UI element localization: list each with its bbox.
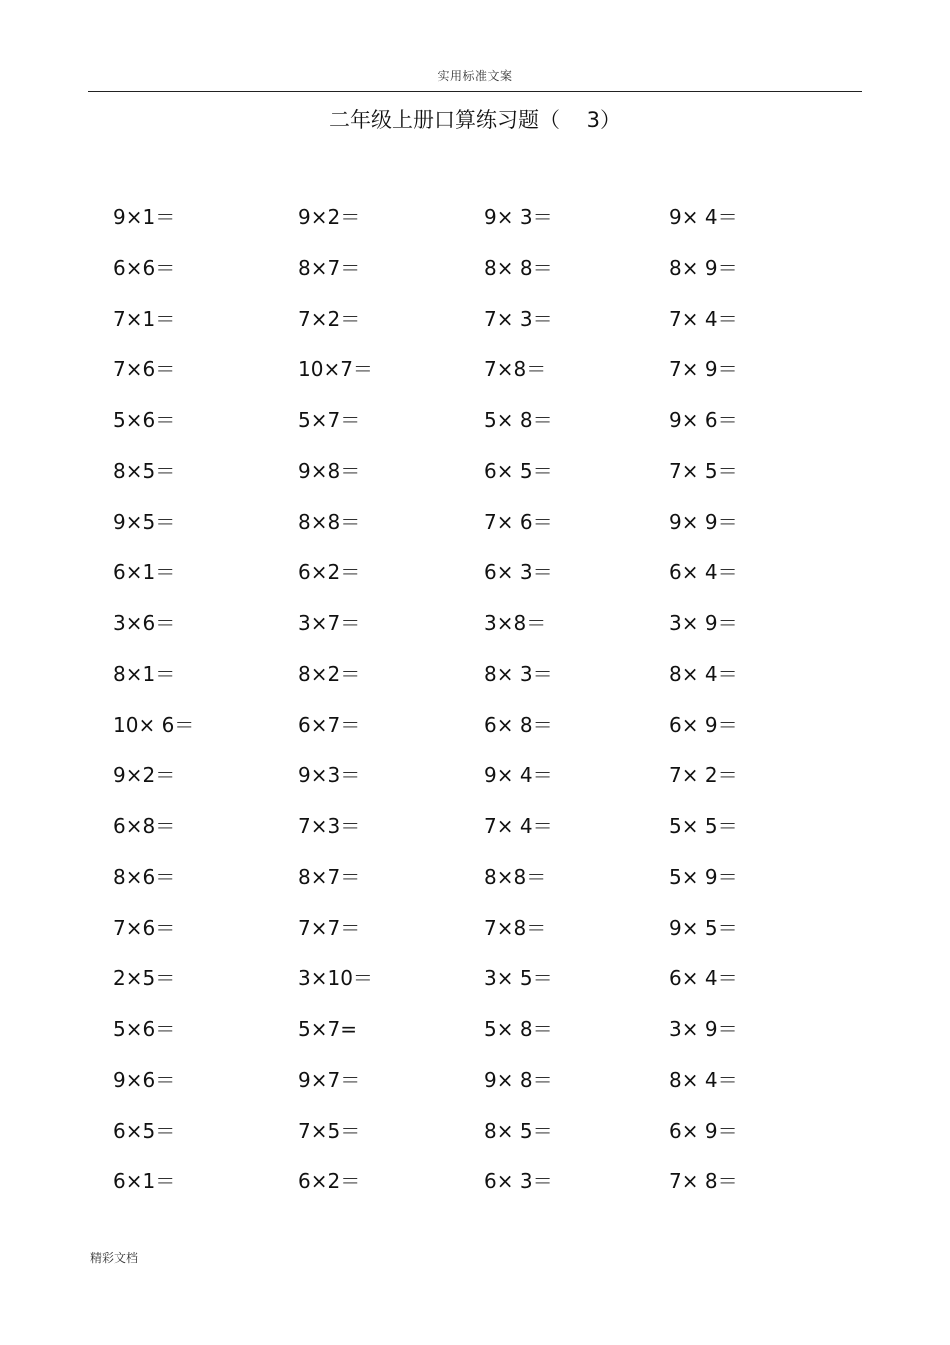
problem: 6×7＝ [298,712,361,737]
problem: 8×1＝ [113,661,176,686]
problem: 7×8＝ [484,915,547,940]
problem: 7×2＝ [298,306,361,331]
problem: 9× 4＝ [484,763,553,788]
problem: 7× 3＝ [484,306,553,331]
problem-row [113,253,853,304]
problem-row [113,456,853,507]
problem: 6× 9＝ [669,1118,738,1143]
problem-row [113,202,853,253]
problem-row [113,304,853,355]
problem-row [113,405,853,456]
problem: 9× 3＝ [484,205,553,229]
problem: 3× 5＝ [484,966,553,991]
problem: 7× 4＝ [669,306,738,331]
problem: 5×7＝ [298,408,361,432]
problem-row [113,354,853,405]
problem: 7×1＝ [113,306,176,331]
problem: 6×1＝ [113,1169,176,1194]
problem: 9×2＝ [113,763,176,788]
problem: 6× 8＝ [484,712,553,737]
problem: 6×8＝ [113,814,176,838]
problem: 6× 5＝ [484,458,553,483]
problem: 9× 5＝ [669,915,738,940]
problem: 3× 9＝ [669,1017,738,1041]
problem: 9×1＝ [113,205,176,229]
problem: 8×2＝ [298,661,361,686]
problem-row [113,608,853,659]
problem: 9× 6＝ [669,408,738,432]
problem: 9×6＝ [113,1067,176,1092]
problem: 2×5＝ [113,966,176,991]
problem: 8× 4＝ [669,661,738,686]
problem: 7× 2＝ [669,763,738,788]
problem: 10×7＝ [298,357,373,382]
problem-row [113,1116,853,1167]
problem: 9×2＝ [298,205,361,229]
problem-row [113,1065,853,1116]
problem: 7× 4＝ [484,814,553,838]
problem: 8×6＝ [113,864,176,889]
problem-row [113,913,853,964]
problem: 7×7＝ [298,915,361,940]
problem: 3×10＝ [298,966,373,991]
problem: 7× 6＝ [484,509,553,534]
problem: 5× 8＝ [484,408,553,432]
problem-grid [113,202,853,1217]
problem: 5× 8＝ [484,1017,553,1041]
problem: 8× 3＝ [484,661,553,686]
problem: 7×8＝ [484,357,547,382]
problem-row [113,760,853,811]
problem: 6×6＝ [113,255,176,280]
problem: 7×6＝ [113,915,176,940]
problem-row [113,507,853,558]
problem: 8×5＝ [113,458,176,483]
problem: 6× 4＝ [669,966,738,991]
problem: 5× 9＝ [669,864,738,889]
problem: 7× 8＝ [669,1169,738,1194]
problem: 9× 8＝ [484,1067,553,1092]
problem: 6× 4＝ [669,560,738,585]
problem: 10× 6＝ [113,712,195,737]
problem: 9× 4＝ [669,205,738,229]
problem-row [113,811,853,862]
problem: 3×8＝ [484,611,547,635]
problem: 3× 9＝ [669,611,738,635]
problem: 5× 5＝ [669,814,738,838]
problem: 6×5＝ [113,1118,176,1143]
problem: 9×7＝ [298,1067,361,1092]
problem: 6×1＝ [113,560,176,585]
problem: 5×6＝ [113,1017,176,1041]
problem: 7× 9＝ [669,357,738,382]
page-footer: 精彩文档 [90,1251,139,1265]
problem: 8×7＝ [298,255,361,280]
problem: 9×8＝ [298,458,361,483]
problem: 8×7＝ [298,864,361,889]
problem: 6×2＝ [298,1169,361,1194]
problem: 8× 9＝ [669,255,738,280]
problem: 5×7= [298,1017,357,1041]
problem: 7× 5＝ [669,458,738,483]
problem: 3×7＝ [298,611,361,635]
problem: 9×3＝ [298,763,361,788]
problem: 8×8＝ [298,509,361,534]
problem-row [113,963,853,1014]
problem-row [113,659,853,710]
problem-row [113,862,853,913]
problem: 7×5＝ [298,1118,361,1143]
problem: 3×6＝ [113,611,176,635]
problem-row [113,1014,853,1065]
problem: 5×6＝ [113,408,176,432]
problem: 9× 9＝ [669,509,738,534]
problem: 9×5＝ [113,509,176,534]
page-header: 实用标准文案 [437,69,513,83]
problem: 7×6＝ [113,357,176,382]
problem: 7×3＝ [298,814,361,838]
problem: 6×2＝ [298,560,361,585]
problem: 6× 3＝ [484,560,553,585]
problem-row [113,1166,853,1217]
problem-row [113,557,853,608]
problem-row [113,710,853,761]
page-title: 二年级上册口算练习题（ 3） [328,108,622,132]
problem: 8×8＝ [484,864,547,889]
problem: 8× 5＝ [484,1118,553,1143]
header-divider [88,91,862,92]
problem: 6× 3＝ [484,1169,553,1194]
problem: 8× 8＝ [484,255,553,280]
problem: 6× 9＝ [669,712,738,737]
problem: 8× 4＝ [669,1067,738,1092]
